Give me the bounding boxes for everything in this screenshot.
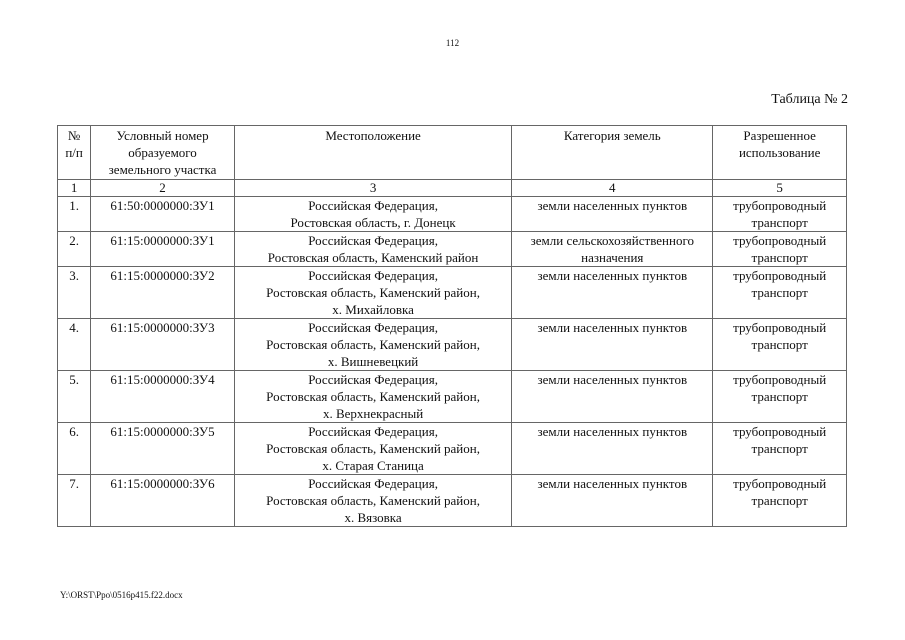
location-cell <box>234 423 511 475</box>
table-caption: Таблица № 2 <box>771 92 848 107</box>
row-number-cell <box>58 319 91 371</box>
cell-text: Российская Федерация, <box>308 198 438 213</box>
header-text: образуемого <box>128 145 197 160</box>
table-row <box>58 232 847 267</box>
header-usage <box>713 126 847 180</box>
cell-text: 61:15:0000000:ЗУ2 <box>110 268 215 283</box>
land-category-cell <box>512 475 713 527</box>
cell-text: Российская Федерация, <box>308 233 438 248</box>
cell-text: транспорт <box>751 285 808 300</box>
cell-text: земли сельскохозяйственного <box>530 233 694 248</box>
cell-text: земли населенных пунктов <box>537 268 688 283</box>
cadastral-number-cell <box>91 423 235 475</box>
cell-text: 61:15:0000000:ЗУ6 <box>110 476 215 491</box>
header-text: Условный номер <box>116 128 209 143</box>
cell-text: назначения <box>581 250 644 265</box>
cell-text: 6. <box>69 424 79 439</box>
header-text: Местоположение <box>325 128 421 143</box>
cell-text: земли населенных пунктов <box>537 198 688 213</box>
location-cell <box>234 371 511 423</box>
cell-text: Ростовская область, Каменский район, <box>266 493 480 508</box>
cell-text: Ростовская область, Каменский район, <box>266 285 480 300</box>
cell-text: транспорт <box>751 215 808 230</box>
cadastral-number-cell <box>91 232 235 267</box>
cell-text: земли населенных пунктов <box>537 424 688 439</box>
cell-text: транспорт <box>751 441 808 456</box>
row-number-cell <box>58 232 91 267</box>
land-category-cell <box>512 371 713 423</box>
cadastral-number-cell <box>91 475 235 527</box>
header-category <box>512 126 713 180</box>
cell-text: 61:15:0000000:ЗУ3 <box>110 320 215 335</box>
permitted-use-cell <box>713 371 847 423</box>
column-number: 2 <box>91 180 235 197</box>
cell-text: х. Михайловка <box>332 302 414 317</box>
table-row <box>58 267 847 319</box>
land-category-cell <box>512 423 713 475</box>
cell-text: трубопроводный <box>733 424 827 439</box>
cell-text: 61:15:0000000:ЗУ5 <box>110 424 215 439</box>
cadastral-number-cell <box>91 267 235 319</box>
cell-text: трубопроводный <box>733 320 827 335</box>
permitted-use-cell <box>713 197 847 232</box>
row-number-cell <box>58 423 91 475</box>
row-number-cell <box>58 197 91 232</box>
cell-text: транспорт <box>751 389 808 404</box>
permitted-use-cell <box>713 267 847 319</box>
header-text: п/п <box>65 145 83 160</box>
cell-text: трубопроводный <box>733 198 827 213</box>
header-cadastral <box>91 126 235 180</box>
header-text: Разрешенное <box>743 128 816 143</box>
land-category-cell <box>512 319 713 371</box>
cell-text: земли населенных пунктов <box>537 320 688 335</box>
table-body <box>58 197 847 527</box>
permitted-use-cell <box>713 423 847 475</box>
header-text: Категория земель <box>563 128 661 143</box>
header-text: использование <box>738 145 821 160</box>
table-row <box>58 423 847 475</box>
cell-text: Российская Федерация, <box>308 320 438 335</box>
land-category-cell <box>512 197 713 232</box>
cell-text: Ростовская область, Каменский район <box>267 250 479 265</box>
column-number: 5 <box>713 180 847 197</box>
cell-text: транспорт <box>751 250 808 265</box>
cell-text: х. Старая Станица <box>322 458 424 473</box>
cell-text: 1. <box>69 198 79 213</box>
cell-text: х. Вишневецкий <box>327 354 419 369</box>
header-location <box>234 126 511 180</box>
permitted-use-cell <box>713 475 847 527</box>
location-cell <box>234 197 511 232</box>
cell-text: Ростовская область, Каменский район, <box>266 389 480 404</box>
cell-text: 5. <box>69 372 79 387</box>
location-cell <box>234 319 511 371</box>
row-number-cell <box>58 267 91 319</box>
location-cell <box>234 232 511 267</box>
header-number <box>58 126 91 180</box>
cadastral-number-cell <box>91 371 235 423</box>
cell-text: земли населенных пунктов <box>537 476 688 491</box>
row-number-cell <box>58 371 91 423</box>
column-numbers-row <box>58 180 847 197</box>
header-text: земельного участка <box>108 162 217 177</box>
cell-text: транспорт <box>751 337 808 352</box>
table-row <box>58 475 847 527</box>
cell-text: х. Вязовка <box>344 510 402 525</box>
permitted-use-cell <box>713 319 847 371</box>
cadastral-number-cell <box>91 197 235 232</box>
location-cell <box>234 475 511 527</box>
cell-text: 3. <box>69 268 79 283</box>
header-text: № <box>67 128 81 143</box>
row-number-cell <box>58 475 91 527</box>
cell-text: Российская Федерация, <box>308 476 438 491</box>
cell-text: 61:15:0000000:ЗУ4 <box>110 372 215 387</box>
cell-text: Российская Федерация, <box>308 424 438 439</box>
cell-text: 61:50:0000000:ЗУ1 <box>110 198 215 213</box>
cell-text: 7. <box>69 476 79 491</box>
cell-text: 4. <box>69 320 79 335</box>
column-number: 4 <box>512 180 713 197</box>
cell-text: земли населенных пунктов <box>537 372 688 387</box>
cell-text: Ростовская область, Каменский район, <box>266 337 480 352</box>
permitted-use-cell <box>713 232 847 267</box>
cell-text: транспорт <box>751 493 808 508</box>
header-row <box>58 126 847 180</box>
cell-text: Ростовская область, г. Донецк <box>290 215 456 230</box>
table-header <box>58 126 847 197</box>
cell-text: Российская Федерация, <box>308 268 438 283</box>
cell-text: трубопроводный <box>733 372 827 387</box>
column-number: 1 <box>58 180 91 197</box>
land-category-cell <box>512 232 713 267</box>
cell-text: трубопроводный <box>733 476 827 491</box>
column-number: 3 <box>234 180 511 197</box>
footer-file-path: Y:\ORST\Ppo\0516p415.f22.docx <box>60 590 183 600</box>
cell-text: Российская Федерация, <box>308 372 438 387</box>
land-plots-table <box>57 125 847 527</box>
table-row <box>58 197 847 232</box>
cell-text: 2. <box>69 233 79 248</box>
cell-text: Ростовская область, Каменский район, <box>266 441 480 456</box>
cell-text: трубопроводный <box>733 233 827 248</box>
table-row <box>58 319 847 371</box>
page-number: 112 <box>445 38 460 48</box>
cell-text: х. Верхнекрасный <box>322 406 424 421</box>
land-category-cell <box>512 267 713 319</box>
location-cell <box>234 267 511 319</box>
cell-text: трубопроводный <box>733 268 827 283</box>
cell-text: 61:15:0000000:ЗУ1 <box>110 233 215 248</box>
cadastral-number-cell <box>91 319 235 371</box>
table-row <box>58 371 847 423</box>
